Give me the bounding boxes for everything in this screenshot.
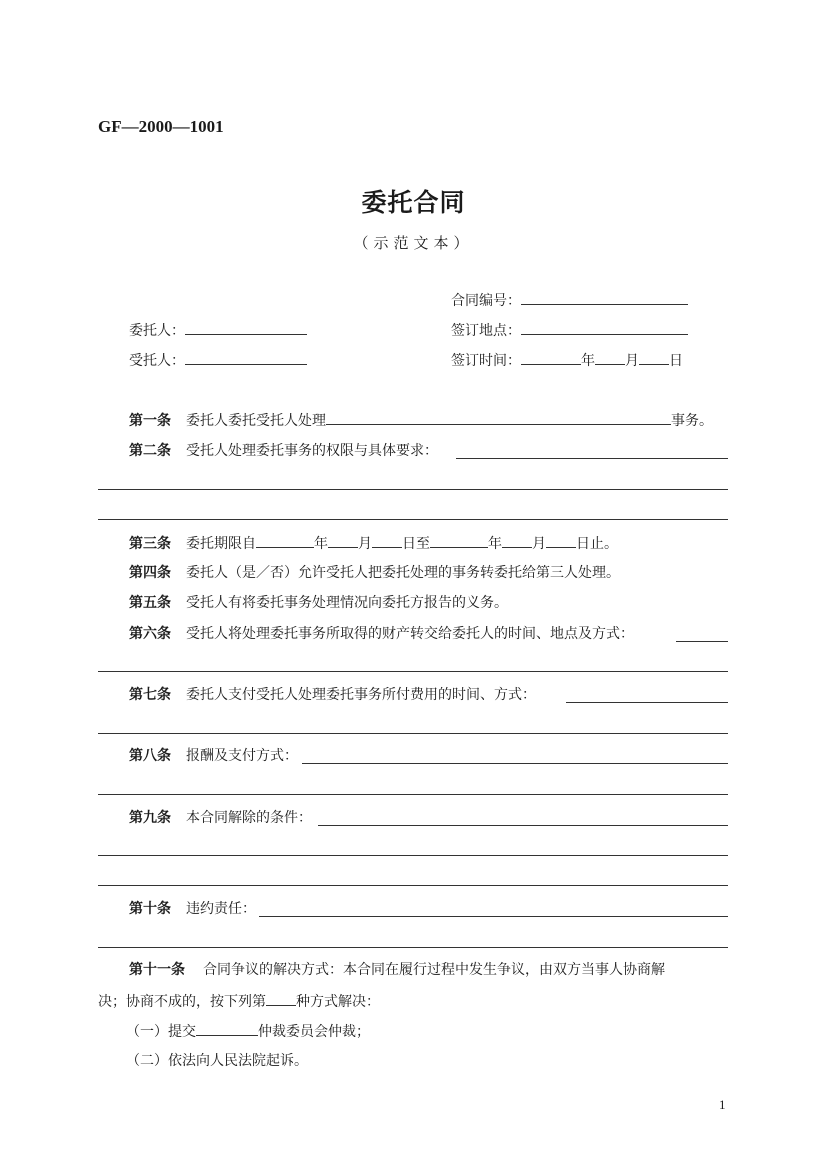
article-8 [129,746,298,766]
article-6-blank[interactable] [676,641,728,642]
contract-no-label: 合同编号： [451,293,521,309]
article-11 [129,960,665,980]
client-label: 委托人： [129,323,185,339]
article-7-text: 委托人支付受托人处理委托事务所付费用的时间、方式： [186,687,536,703]
article-1-blank[interactable] [326,410,671,425]
article-2-number: 第二条 [129,443,171,459]
sign-time-field [451,350,683,371]
article-1-text: 委托人委托受托人处理 [186,413,326,429]
term-start-year-blank[interactable] [256,533,314,548]
sign-day-blank[interactable] [639,350,669,365]
sign-year-label: 年 [581,353,595,369]
option-2-text: （二）依法向人民法院起诉。 [126,1053,308,1069]
article-11-continuation [98,991,380,1012]
article-1-tail: 事务。 [671,413,713,429]
article-6 [129,624,634,644]
document-code: GF—2000—1001 [98,117,224,136]
sign-place-blank[interactable] [521,320,688,335]
sign-day-label: 日 [669,353,683,369]
article-10-number: 第十条 [129,901,171,917]
term-start-month-label: 月 [358,536,372,552]
term-end-month-label: 月 [532,536,546,552]
article-1 [129,410,713,431]
arbitration-commission-blank[interactable] [196,1021,258,1036]
sign-time-label: 签订时间： [451,353,521,369]
article-3 [129,533,618,554]
article-4-number: 第四条 [129,565,171,581]
article-6-line-2[interactable] [98,671,728,672]
article-9-text: 本合同解除的条件： [186,810,312,826]
article-5-number: 第五条 [129,595,171,611]
article-8-blank[interactable] [302,763,728,764]
article-7-number: 第七条 [129,687,171,703]
article-8-text: 报酬及支付方式： [186,748,298,764]
article-10-line-2[interactable] [98,947,728,948]
page-number: 1 [719,1097,726,1112]
term-start-year-label: 年 [314,536,328,552]
contract-no-blank[interactable] [521,290,688,305]
sign-year-blank[interactable] [521,350,581,365]
trustee-field [129,350,307,371]
article-2-line-3[interactable] [98,519,728,520]
term-start-month-blank[interactable] [328,533,358,548]
article-2-blank[interactable] [456,458,728,459]
article-9-line-3[interactable] [98,885,728,886]
article-2-line-2[interactable] [98,489,728,490]
article-11-option-1 [126,1021,370,1042]
term-end-day-blank[interactable] [546,533,576,548]
article-11-line-2-start: 决；协商不成的，按下列第 [98,994,266,1010]
term-start-day-label: 日至 [402,536,430,552]
sign-place-field [451,320,688,341]
article-6-text: 受托人将处理委托事务所取得的财产转交给委托人的时间、地点及方式： [186,626,634,642]
article-8-number: 第八条 [129,748,171,764]
article-11-line-2-end: 种方式解决： [296,994,380,1010]
article-9 [129,808,312,828]
term-end-year-label: 年 [488,536,502,552]
article-11-number: 第十一条 [129,962,185,978]
article-5 [129,593,508,613]
article-1-number: 第一条 [129,413,171,429]
article-11-option-2 [126,1051,308,1071]
sign-month-blank[interactable] [595,350,625,365]
article-7 [129,685,536,705]
option-1-start: （一）提交 [126,1024,196,1040]
option-1-end: 仲裁委员会仲裁； [258,1024,370,1040]
term-end-month-blank[interactable] [502,533,532,548]
article-11-line-1: 合同争议的解决方式：本合同在履行过程中发生争议，由双方当事人协商解 [203,962,665,978]
article-8-line-2[interactable] [98,794,728,795]
article-5-text: 受托人有将委托事务处理情况向委托方报告的义务。 [186,595,508,611]
contract-no-field [451,290,688,311]
client-field [129,320,307,341]
article-3-number: 第三条 [129,536,171,552]
term-end-day-label: 日止。 [576,536,618,552]
trustee-blank[interactable] [185,350,307,365]
dispute-method-blank[interactable] [266,991,296,1006]
trustee-label: 受托人： [129,353,185,369]
article-2-text: 受托人处理委托事务的权限与具体要求： [186,443,438,459]
article-9-number: 第九条 [129,810,171,826]
page-subtitle: （示范文本） [353,234,474,252]
article-4 [129,563,620,583]
article-7-blank[interactable] [566,702,728,703]
page-title: 委托合同 [361,188,466,217]
article-6-number: 第六条 [129,626,171,642]
client-blank[interactable] [185,320,307,335]
article-9-blank[interactable] [318,825,728,826]
article-10-text: 违约责任： [186,901,256,917]
article-3-text-start: 委托期限自 [186,536,256,552]
article-10-blank[interactable] [259,916,728,917]
article-9-line-2[interactable] [98,855,728,856]
article-10 [129,899,256,919]
sign-place-label: 签订地点： [451,323,521,339]
term-start-day-blank[interactable] [372,533,402,548]
sign-month-label: 月 [625,353,639,369]
term-end-year-blank[interactable] [430,533,488,548]
article-7-line-2[interactable] [98,733,728,734]
article-4-text: 委托人（是／否）允许受托人把委托处理的事务转委托给第三人处理。 [186,565,620,581]
